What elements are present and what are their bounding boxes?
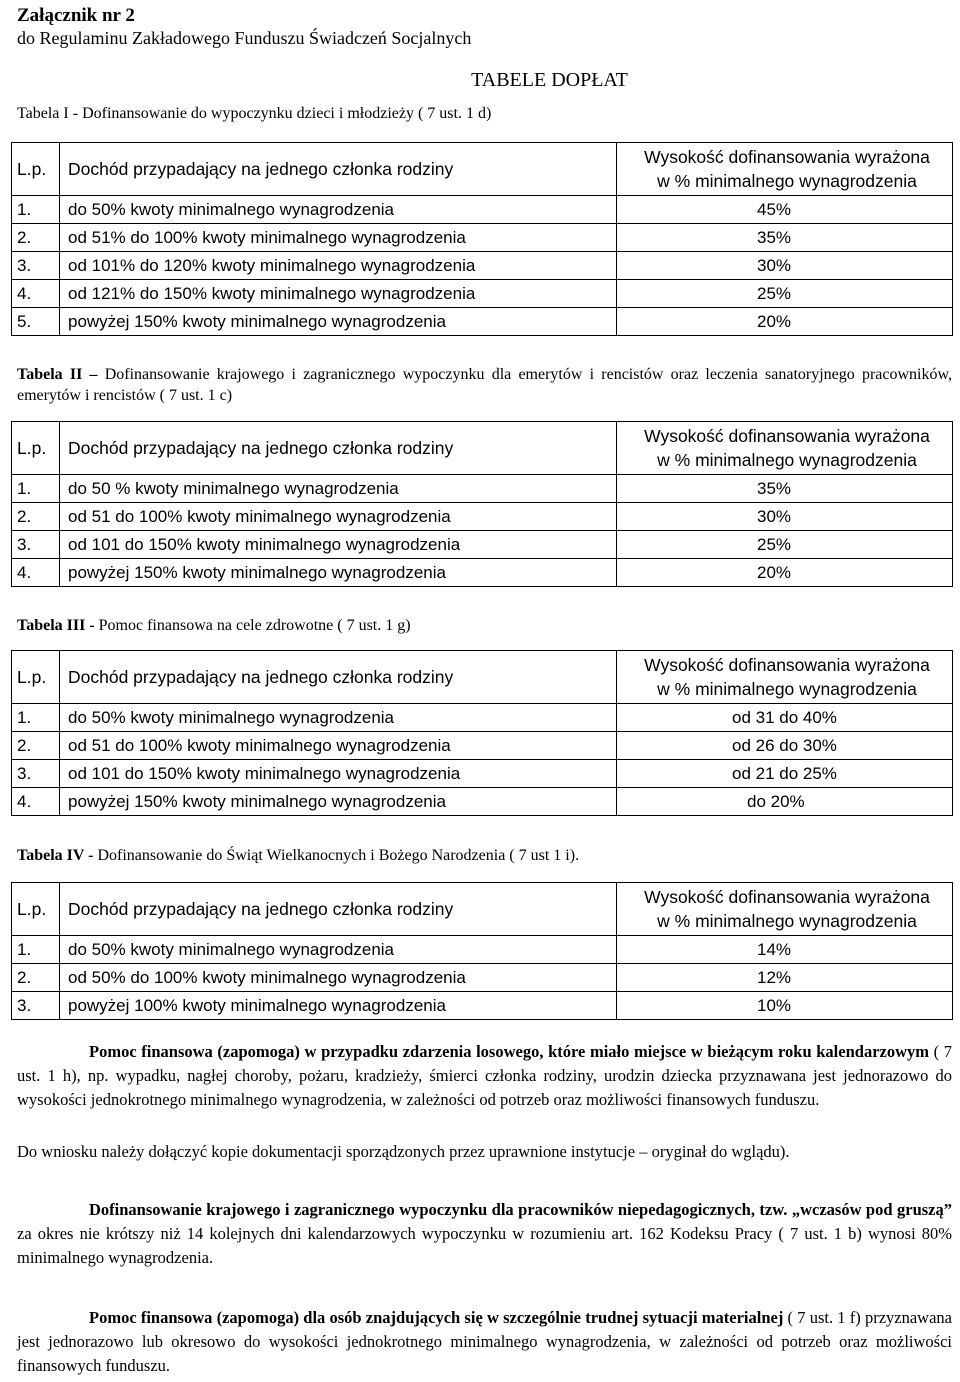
annex-title: Załącznik nr 2 bbox=[17, 5, 135, 26]
row-value: 30% bbox=[617, 503, 953, 531]
paragraph-indent bbox=[17, 1200, 89, 1219]
header-lp: L.p. bbox=[12, 883, 60, 936]
row-income: od 50% do 100% kwoty minimalnego wynagrodzenia bbox=[60, 964, 617, 992]
header-value-line1: Wysokość dofinansowania wyrażona bbox=[644, 426, 930, 446]
row-income: od 51 do 100% kwoty minimalnego wynagrodzenia bbox=[60, 732, 617, 760]
table-row bbox=[12, 992, 953, 1020]
paragraph-text: ( 7 ust. 1 f) przyznawana jest jednorazowo lub okresowo do wysokości jednokrotnego minimalnego wynagrodzenia, w zależności od potrzeb oraz możliwości finansowych funduszu. bbox=[17, 1308, 952, 1375]
row-value: 45% bbox=[617, 196, 953, 224]
row-income: od 101 do 150% kwoty minimalnego wynagrodzenia bbox=[60, 760, 617, 788]
row-value: 25% bbox=[617, 531, 953, 559]
row-value: 10% bbox=[617, 992, 953, 1020]
header-value bbox=[617, 883, 953, 936]
table-row bbox=[12, 224, 953, 252]
row-income: do 50% kwoty minimalnego wynagrodzenia bbox=[60, 936, 617, 964]
table3-caption-label: Tabela III - bbox=[17, 617, 95, 634]
header-value-line1: Wysokość dofinansowania wyrażona bbox=[644, 147, 930, 167]
header-value bbox=[617, 143, 953, 196]
row-lp: 1. bbox=[12, 704, 60, 732]
header-lp: L.p. bbox=[12, 422, 60, 475]
header-lp: L.p. bbox=[12, 143, 60, 196]
row-lp: 2. bbox=[12, 224, 60, 252]
row-income: od 51% do 100% kwoty minimalnego wynagrodzenia bbox=[60, 224, 617, 252]
table-row bbox=[12, 964, 953, 992]
table2-caption-label: Tabela II – bbox=[17, 366, 98, 383]
header-income: Dochód przypadający na jednego członka rodziny bbox=[60, 883, 617, 936]
table2 bbox=[11, 421, 953, 587]
table-header-row bbox=[12, 422, 953, 475]
row-value: od 26 do 30% bbox=[617, 732, 953, 760]
table-row bbox=[12, 280, 953, 308]
table-row bbox=[12, 531, 953, 559]
row-value: od 31 do 40% bbox=[617, 704, 953, 732]
paragraph-random-event-aid bbox=[17, 1040, 952, 1112]
row-lp: 2. bbox=[12, 732, 60, 760]
paragraph-documents-note: Do wniosku należy dołączyć kopie dokumentacji sporządzonych przez uprawnione instytucje – oryginał do wglądu). bbox=[17, 1142, 790, 1161]
table-row bbox=[12, 503, 953, 531]
row-value: 25% bbox=[617, 280, 953, 308]
row-income: do 50% kwoty minimalnego wynagrodzenia bbox=[60, 704, 617, 732]
row-lp: 1. bbox=[12, 936, 60, 964]
table-header-row bbox=[12, 651, 953, 704]
row-income: od 51 do 100% kwoty minimalnego wynagrodzenia bbox=[60, 503, 617, 531]
table-row bbox=[12, 788, 953, 816]
paragraph-bold: Dofinansowanie krajowego i zagranicznego wypoczynku dla pracowników niepedagogicznych, tzw. „wczasów pod gruszą” bbox=[89, 1200, 952, 1219]
table3 bbox=[11, 650, 953, 816]
table-row bbox=[12, 252, 953, 280]
row-lp: 4. bbox=[12, 559, 60, 587]
row-value: 14% bbox=[617, 936, 953, 964]
row-value: 35% bbox=[617, 224, 953, 252]
row-income: powyżej 100% kwoty minimalnego wynagrodzenia bbox=[60, 992, 617, 1020]
row-income: powyżej 150% kwoty minimalnego wynagrodzenia bbox=[60, 308, 617, 336]
row-lp: 1. bbox=[12, 475, 60, 503]
header-value-line2: w % minimalnego wynagrodzenia bbox=[657, 450, 917, 470]
row-income: od 101 do 150% kwoty minimalnego wynagrodzenia bbox=[60, 531, 617, 559]
paragraph-indent bbox=[17, 1308, 89, 1327]
page-title-text: TABELE DOPŁAT bbox=[471, 69, 628, 91]
header-income: Dochód przypadający na jednego członka rodziny bbox=[60, 143, 617, 196]
header-value-line2: w % minimalnego wynagrodzenia bbox=[657, 911, 917, 931]
paragraph-indent bbox=[17, 1042, 89, 1061]
table-header-row bbox=[12, 883, 953, 936]
row-lp: 1. bbox=[12, 196, 60, 224]
table3-caption-text: Pomoc finansowa na cele zdrowotne ( 7 ust. 1 g) bbox=[98, 617, 411, 634]
table-header-row bbox=[12, 143, 953, 196]
header-lp: L.p. bbox=[12, 651, 60, 704]
header-value-line2: w % minimalnego wynagrodzenia bbox=[657, 171, 917, 191]
page-title bbox=[17, 68, 952, 92]
row-value: 12% bbox=[617, 964, 953, 992]
header-value-line1: Wysokość dofinansowania wyrażona bbox=[644, 887, 930, 907]
table4-caption-text: Dofinansowanie do Świąt Wielkanocnych i Bożego Narodzenia ( 7 ust 1 i). bbox=[97, 847, 580, 864]
row-income: do 50 % kwoty minimalnego wynagrodzenia bbox=[60, 475, 617, 503]
header-income: Dochód przypadający na jednego członka rodziny bbox=[60, 651, 617, 704]
row-value: 20% bbox=[617, 308, 953, 336]
header-value bbox=[617, 651, 953, 704]
table-row bbox=[12, 760, 953, 788]
paragraph-text: za okres nie krótszy niż 14 kolejnych dni kalendarzowych wypoczynku w rozumieniu art. 162 Kodeksu Pracy ( 7 ust. 1 b) wynosi 80% minimalnego wynagrodzenia. bbox=[17, 1224, 952, 1267]
table-row bbox=[12, 196, 953, 224]
paragraph-text: ( 7 ust. 1 h), np. wypadku, nagłej choroby, pożaru, kradzieży, śmierci członka rodziny, urodzin dziecka przyznawana jest jednorazowo do wysokości jednokrotnego minimalnego wynagrodzenia, w zależności od potrzeb oraz możliwości finansowych funduszu. bbox=[17, 1042, 953, 1109]
row-value: 20% bbox=[617, 559, 953, 587]
row-lp: 5. bbox=[12, 308, 60, 336]
header-value bbox=[617, 422, 953, 475]
paragraph-hardship-aid bbox=[17, 1306, 952, 1378]
table4 bbox=[11, 882, 953, 1020]
table-row bbox=[12, 475, 953, 503]
table-row bbox=[12, 732, 953, 760]
header-value-line2: w % minimalnego wynagrodzenia bbox=[657, 679, 917, 699]
row-value: do 20% bbox=[617, 788, 953, 816]
row-income: od 121% do 150% kwoty minimalnego wynagrodzenia bbox=[60, 280, 617, 308]
table2-caption bbox=[17, 364, 952, 406]
table-row bbox=[12, 936, 953, 964]
header-value-line1: Wysokość dofinansowania wyrażona bbox=[644, 655, 930, 675]
row-value: 30% bbox=[617, 252, 953, 280]
paragraph-bold: Pomoc finansowa (zapomoga) dla osób znajdujących się w szczególnie trudnej sytuacji materialnej bbox=[89, 1308, 784, 1327]
row-income: do 50% kwoty minimalnego wynagrodzenia bbox=[60, 196, 617, 224]
row-income: powyżej 150% kwoty minimalnego wynagrodzenia bbox=[60, 788, 617, 816]
header-income: Dochód przypadający na jednego członka rodziny bbox=[60, 422, 617, 475]
row-value: 35% bbox=[617, 475, 953, 503]
table-row bbox=[12, 559, 953, 587]
row-income: powyżej 150% kwoty minimalnego wynagrodzenia bbox=[60, 559, 617, 587]
row-lp: 4. bbox=[12, 788, 60, 816]
table1-caption: Tabela I - Dofinansowanie do wypoczynku dzieci i młodzieży ( 7 ust. 1 d) bbox=[17, 105, 492, 122]
row-lp: 2. bbox=[12, 503, 60, 531]
row-lp: 3. bbox=[12, 760, 60, 788]
table1 bbox=[11, 142, 953, 336]
row-lp: 3. bbox=[12, 252, 60, 280]
table-row bbox=[12, 308, 953, 336]
table3-caption bbox=[17, 615, 952, 636]
paragraph-holiday-subsidy bbox=[17, 1198, 952, 1270]
row-lp: 4. bbox=[12, 280, 60, 308]
row-lp: 2. bbox=[12, 964, 60, 992]
paragraph-bold: Pomoc finansowa (zapomoga) w przypadku zdarzenia losowego, które miało miejsce w bieżącym roku kalendarzowym bbox=[89, 1042, 929, 1061]
table4-caption-label: Tabela IV - bbox=[17, 847, 94, 864]
table4-caption bbox=[17, 845, 952, 866]
table-row bbox=[12, 704, 953, 732]
row-lp: 3. bbox=[12, 992, 60, 1020]
row-income: od 101% do 120% kwoty minimalnego wynagrodzenia bbox=[60, 252, 617, 280]
row-lp: 3. bbox=[12, 531, 60, 559]
annex-subtitle: do Regulaminu Zakładowego Funduszu Świadczeń Socjalnych bbox=[17, 28, 472, 48]
row-value: od 21 do 25% bbox=[617, 760, 953, 788]
table2-caption-text: Dofinansowanie krajowego i zagranicznego wypoczynku dla emerytów i rencistów oraz leczenia sanatoryjnego pracowników, emerytów i rencistów ( 7 ust. 1 c) bbox=[17, 366, 953, 404]
